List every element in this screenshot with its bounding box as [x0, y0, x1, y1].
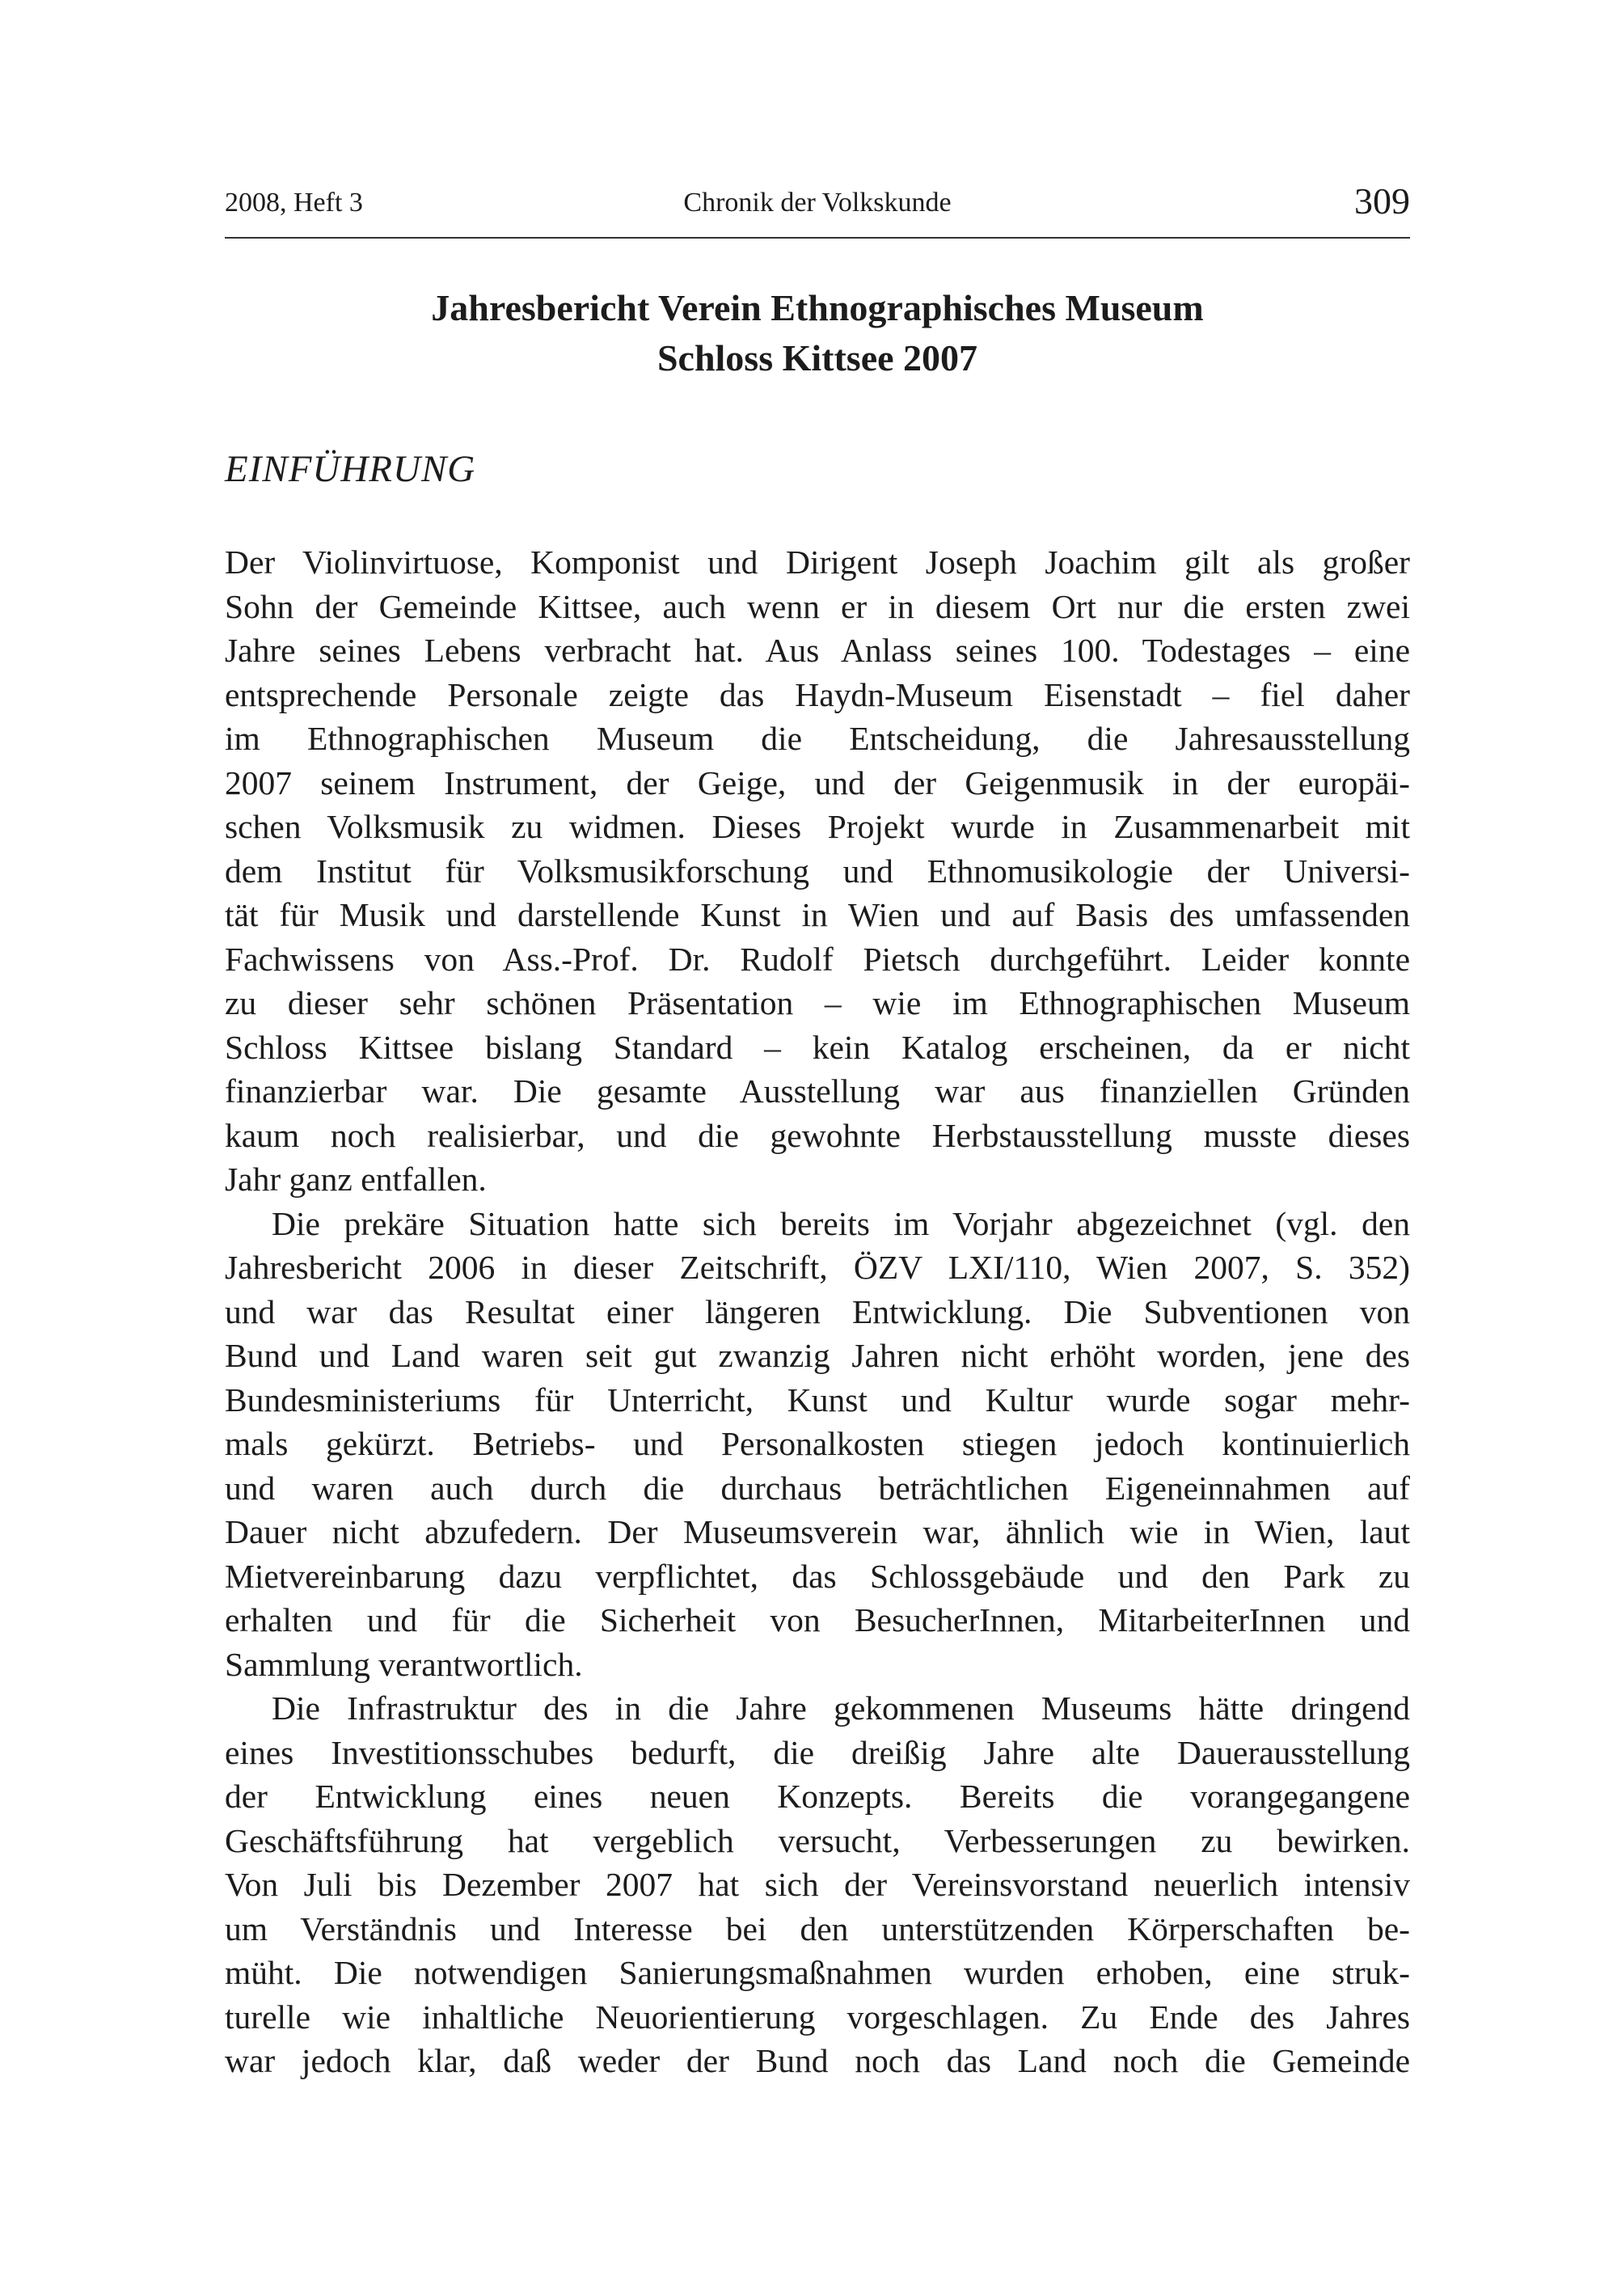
text-line: und war das Resultat einer längeren Entwicklung. Die Subventionen von: [225, 1292, 1410, 1330]
text-line: Von Juli bis Dezember 2007 hat sich der Vereinsvorstand neuerlich intensiv: [225, 1866, 1410, 1903]
text-line: finanzierbar war. Die gesamte Ausstellung war aus finanziellen Gründen: [225, 1072, 1410, 1110]
text-line: müht. Die notwendigen Sanierungsmaßnahmen wurden erhoben, eine struk-: [225, 1954, 1410, 1991]
text-line: turelle wie inhaltliche Neuorientierung vorgeschlagen. Zu Ende des Jahres: [225, 1998, 1410, 2036]
text-line: Sohn der Gemeinde Kittsee, auch wenn er in diesem Ort nur die ersten zwei: [225, 587, 1410, 625]
text-line: Bundesministeriums für Unterricht, Kunst und Kultur wurde sogar mehr-: [225, 1381, 1410, 1419]
text-line: Jahre seines Lebens verbracht hat. Aus Anlass seines 100. Todestages – eine: [225, 632, 1410, 669]
text-line: Fachwissens von Ass.-Prof. Dr. Rudolf Pietsch durchgeführt. Leider konnte: [225, 940, 1410, 978]
text-line: der Entwicklung eines neuen Konzepts. Bereits die vorangegangene: [225, 1778, 1410, 1815]
text-line: um Verständnis und Interesse bei den unterstützenden Körperschaften be-: [225, 1909, 1410, 1947]
text-line: Jahr ganz entfallen.: [225, 1161, 487, 1198]
paragraph: [225, 1202, 1410, 1687]
text-line: im Ethnographischen Museum die Entscheidung, die Jahresausstellung: [225, 720, 1410, 757]
header-rule: [225, 237, 1410, 239]
article-title-line-1: Jahresbericht Verein Ethnographisches Museum: [431, 287, 1204, 328]
article-title-line-2: Schloss Kittsee 2007: [657, 337, 978, 378]
section-heading: EINFÜHRUNG: [225, 448, 476, 490]
text-line: war jedoch klar, daß weder der Bund noch das Land noch die Gemeinde: [225, 2042, 1410, 2079]
text-line: Die prekäre Situation hatte sich bereits im Vorjahr abgezeichnet (vgl. den: [272, 1204, 1410, 1242]
page-number: 309: [1354, 180, 1410, 222]
paragraph: [225, 1686, 1410, 2083]
journal-section-label: Chronik der Volkskunde: [683, 188, 952, 218]
text-line: Bund und Land waren seit gut zwanzig Jahren nicht erhöht worden, jene des: [225, 1337, 1410, 1374]
text-line: mals gekürzt. Betriebs- und Personalkosten stiegen jedoch kontinuierlich: [225, 1425, 1410, 1462]
text-line: tät für Musik und darstellende Kunst in Wien und auf Basis des umfassenden: [225, 896, 1410, 933]
text-line: zu dieser sehr schönen Präsentation – wie im Ethnographischen Museum: [225, 984, 1410, 1021]
text-line: Die Infrastruktur des in die Jahre gekommenen Museums hätte dringend: [272, 1689, 1410, 1727]
text-line: Der Violinvirtuose, Komponist und Dirigent Joseph Joachim gilt als großer: [225, 543, 1410, 581]
text-line: Sammlung verantwortlich.: [225, 1645, 583, 1683]
article-title: [225, 283, 1410, 383]
text-line: schen Volksmusik zu widmen. Dieses Projekt wurde in Zusammenarbeit mit: [225, 808, 1410, 845]
text-line: und waren auch durch die durchaus beträchtlichen Eigeneinnahmen auf: [225, 1469, 1410, 1507]
text-line: entsprechende Personale zeigte das Haydn-Museum Eisenstadt – fiel daher: [225, 675, 1410, 713]
text-line: dem Institut für Volksmusikforschung und Ethnomusikologie der Universi-: [225, 852, 1410, 890]
text-line: kaum noch realisierbar, und die gewohnte Herbstausstellung musste dieses: [225, 1116, 1410, 1154]
text-line: Dauer nicht abzufedern. Der Museumsverein war, ähnlich wie in Wien, laut: [225, 1513, 1410, 1550]
text-line: Geschäftsführung hat vergeblich versucht, Verbesserungen zu bewirken.: [225, 1821, 1410, 1859]
text-line: eines Investitionsschubes bedurft, die dreißig Jahre alte Dauerausstellung: [225, 1733, 1410, 1771]
text-line: Jahresbericht 2006 in dieser Zeitschrift, ÖZV LXI/110, Wien 2007, S. 352): [225, 1249, 1410, 1286]
text-line: 2007 seinem Instrument, der Geige, und der Geigenmusik in der europäi-: [225, 763, 1410, 801]
issue-label: 2008, Heft 3: [225, 188, 363, 218]
text-line: Schloss Kittsee bislang Standard – kein Katalog erscheinen, da er nicht: [225, 1028, 1410, 1066]
text-line: erhalten und für die Sicherheit von BesucherInnen, MitarbeiterInnen und: [225, 1601, 1410, 1638]
text-line: Mietvereinbarung dazu verpflichtet, das Schlossgebäude und den Park zu: [225, 1557, 1410, 1595]
running-head: [225, 180, 1410, 230]
paragraph: [225, 540, 1410, 1202]
body-text: [225, 540, 1410, 2083]
